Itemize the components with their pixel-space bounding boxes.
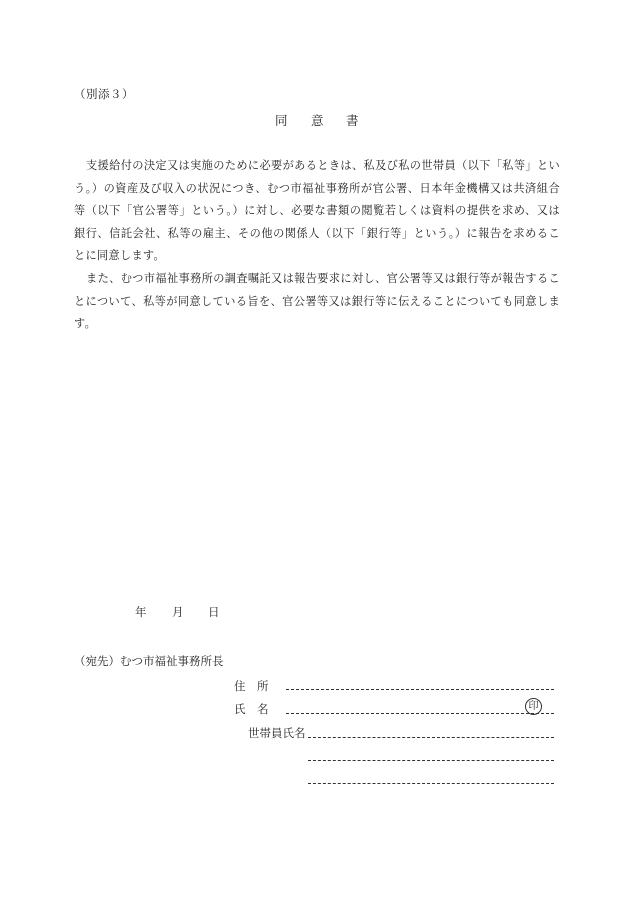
consent-paragraph-1: 支援給付の決定又は実施のために必要があるときは、私及び私の世帯員（以下「私等」という。）の資産及び収入の状況につき、むつ市福祉事務所が官公署、日本年金機構又は共済組合等（以下「官公署等」という。）に対し、必要な書類の閲覧若しくは資料の提供を求め、又は銀行、信託会社、私等の雇主、その他の関係人（以下「銀行等」という。）に報告を求めることに同意します。 bbox=[74, 159, 560, 263]
household-member-field-3[interactable] bbox=[308, 783, 554, 784]
address-label: 住 所 bbox=[234, 679, 269, 693]
address-field[interactable] bbox=[286, 689, 554, 690]
title-char-3: 書 bbox=[346, 113, 359, 128]
title-char-2: 意 bbox=[311, 113, 324, 128]
name-field[interactable] bbox=[286, 713, 554, 714]
date-month-label: 月 bbox=[172, 605, 184, 619]
date-day-label: 日 bbox=[208, 605, 220, 619]
name-label: 氏 名 bbox=[234, 702, 269, 716]
consent-body bbox=[74, 155, 560, 336]
consent-paragraph-2: また、むつ市福祉事務所の調査嘱託又は報告要求に対し、官公署等又は銀行等が報告することについて、私等が同意している旨を、官公署等又は銀行等に伝えることについても同意します。 bbox=[74, 271, 560, 331]
title-char-1: 同 bbox=[275, 113, 288, 128]
addressee: （宛先）むつ市福祉事務所長 bbox=[74, 654, 224, 668]
date-year-label: 年 bbox=[135, 605, 147, 619]
household-member-field-1[interactable] bbox=[308, 737, 554, 738]
annex-label: （別添３） bbox=[74, 87, 134, 101]
household-member-field-2[interactable] bbox=[308, 760, 554, 761]
household-member-label: 世帯員氏名 bbox=[248, 726, 306, 740]
seal-mark: 印 bbox=[525, 698, 542, 715]
